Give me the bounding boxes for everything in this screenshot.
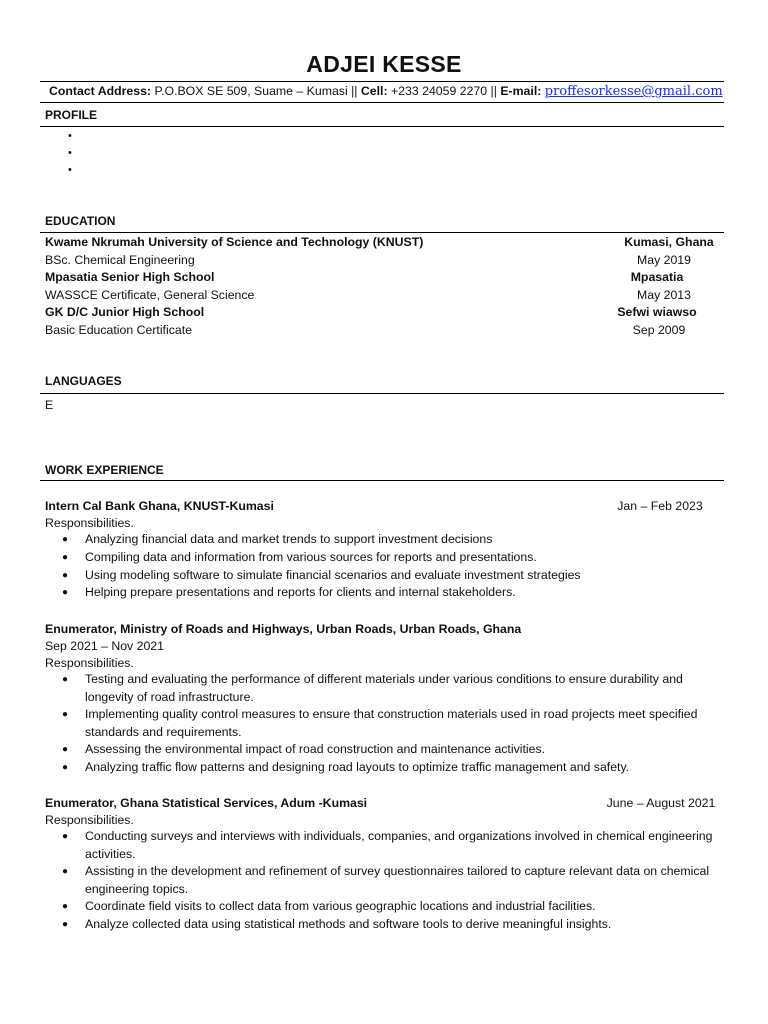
bullet-icon: ●	[62, 570, 69, 581]
education-date: May 2019	[636, 253, 691, 267]
profile-bullet: •	[68, 164, 72, 176]
job-title: Enumerator, Ghana Statistical Services, Adum -Kumasi	[45, 796, 368, 810]
languages-rule	[40, 393, 724, 394]
address-label: Contact Address:	[49, 84, 152, 98]
job-title: Intern Cal Bank Ghana, KNUST-Kumasi	[45, 499, 274, 513]
school-location: Sefwi wiawso	[617, 305, 697, 319]
responsibilities-label: Responsibilities.	[45, 656, 134, 670]
bullet-icon: ●	[62, 901, 69, 912]
bullet-icon: ●	[62, 831, 69, 842]
separator: ||	[351, 84, 358, 98]
school-location: Kumasi, Ghana	[624, 235, 714, 249]
school-name: GK D/C Junior High School	[45, 305, 205, 319]
responsibility-item: Testing and evaluating the performance of different materials under various conditions to ensure durability and longevity of road infrastructure.	[85, 672, 683, 704]
education-date: May 2013	[636, 288, 691, 302]
work-heading: WORK EXPERIENCE	[45, 463, 164, 477]
cell-value: +233 24059 2270	[391, 84, 488, 98]
responsibility-item: Coordinate field visits to collect data from various geographic locations and industrial facilities.	[85, 899, 596, 913]
cell-label: Cell:	[360, 84, 388, 98]
email-link[interactable]: proffesorkesse@gmail.com	[544, 84, 723, 99]
contact-rule	[40, 102, 724, 103]
profile-heading: PROFILE	[45, 108, 98, 122]
responsibility-item: Compiling data and information from various sources for reports and presentations.	[85, 550, 537, 564]
bullet-icon: ●	[62, 762, 69, 773]
responsibility-item: Analyze collected data using statistical methods and software tools to derive meaningful insights.	[85, 917, 612, 931]
job-date: Sep 2021 – Nov 2021	[45, 639, 164, 653]
profile-rule	[40, 126, 724, 127]
responsibility-item: Implementing quality control measures to ensure that construction materials used in road projects meet specified standards and requirements.	[85, 707, 698, 739]
responsibility-item: Using modeling software to simulate financial scenarios and evaluate investment strategies	[85, 568, 581, 582]
school-location: Mpasatia	[630, 270, 684, 284]
profile-bullet: •	[68, 147, 72, 159]
qualification: Basic Education Certificate	[45, 323, 192, 337]
bullet-icon: ●	[62, 674, 69, 685]
qualification: BSc. Chemical Engineering	[45, 253, 195, 267]
responsibility-item: Helping prepare presentations and reports for clients and internal stakeholders.	[85, 585, 516, 599]
school-name: Mpasatia Senior High School	[45, 270, 215, 284]
responsibility-item: Assessing the environmental impact of road construction and maintenance activities.	[85, 742, 546, 756]
address-value: P.O.BOX SE 509, Suame – Kumasi	[154, 84, 348, 98]
email-label: E-mail:	[500, 84, 542, 98]
bullet-icon: ●	[62, 552, 69, 563]
bullet-icon: ●	[62, 866, 69, 877]
separator: ||	[490, 84, 497, 98]
header-rule-top	[40, 81, 724, 82]
responsibilities-label: Responsibilities.	[45, 516, 134, 530]
education-date: Sep 2009	[632, 323, 686, 337]
responsibility-item: Analyzing traffic flow patterns and designing road layouts to optimize traffic management and safety.	[85, 760, 630, 774]
contact-line	[49, 84, 723, 99]
qualification: WASSCE Certificate, General Science	[45, 288, 255, 302]
responsibilities-label: Responsibilities.	[45, 813, 134, 827]
bullet-icon: ●	[62, 744, 69, 755]
bullet-icon: ●	[62, 919, 69, 930]
job-date: Jan – Feb 2023	[617, 499, 703, 513]
candidate-name: ADJEI KESSE	[306, 51, 462, 77]
work-rule	[40, 480, 724, 481]
profile-bullet: •	[68, 130, 72, 142]
languages-text: E	[45, 398, 54, 412]
job-date: June – August 2021	[606, 796, 716, 810]
responsibility-item: Conducting surveys and interviews with individuals, companies, and organizations involved in chemical engineering activities.	[85, 829, 713, 861]
education-rule	[40, 232, 724, 233]
education-heading: EDUCATION	[45, 214, 116, 228]
bullet-icon: ●	[62, 534, 69, 545]
languages-heading: LANGUAGES	[45, 374, 122, 388]
school-name: Kwame Nkrumah University of Science and Technology (KNUST)	[45, 235, 424, 249]
job-title: Enumerator, Ministry of Roads and Highways, Urban Roads, Urban Roads, Ghana	[45, 622, 522, 636]
responsibility-item: Analyzing financial data and market trends to support investment decisions	[85, 532, 493, 546]
bullet-icon: ●	[62, 709, 69, 720]
responsibility-item: Assisting in the development and refinement of survey questionnaires tailored to capture relevant data on chemical engineering topics.	[85, 864, 710, 896]
bullet-icon: ●	[62, 587, 69, 598]
